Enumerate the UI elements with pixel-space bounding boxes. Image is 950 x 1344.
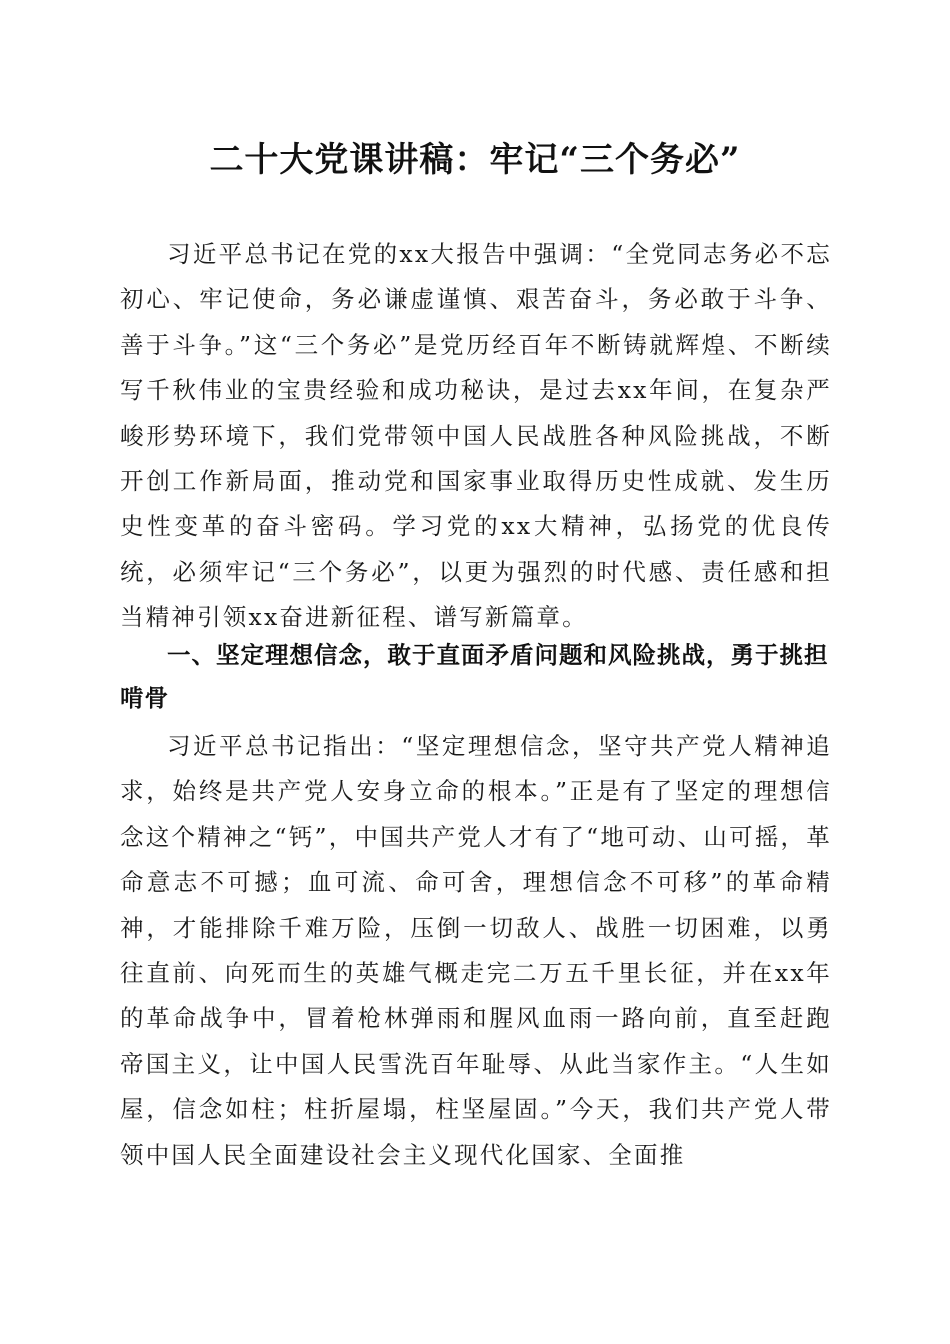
- document-title: 二十大党课讲稿：牢记“三个务必”: [209, 140, 741, 180]
- body-paragraph-2: 习近平总书记指出：“坚定理想信念，坚守共产党人精神追求，始终是共产党人安身立命的根本。”正是有了坚定的理想信念这个精神之“钙”，中国共产党人才有了“地可动、山可摇，革命意志不可撼；血可流、命可舍，理想信念不可移”的革命精神，才能排除千难万险，压倒一切敌人、战胜一切困难，以勇往直前、向死而生的英雄气概走完二万五千里长征，并在xx年的革命战争中，冒着枪林弹雨和腥风血雨一路向前，直至赶跑帝国主义，让中国人民雪洗百年耻辱、从此当家作主。“人生如屋，信念如柱；柱折屋塌，柱坚屋固。”今天，我们共产党人带领中国人民全面建设社会主义现代化国家、全面推: [120, 732, 832, 1169]
- section-heading-1: 一、坚定理想信念，敢于直面矛盾问题和风险挑战，勇于挑担啃骨: [120, 641, 829, 712]
- body-paragraph-1: 习近平总书记在党的xx大报告中强调：“全党同志务必不忘初心、牢记使命，务必谦虚谨慎、艰苦奋斗，务必敢于斗争、善于斗争。”这“三个务必”是党历经百年不断铸就辉煌、不断续写千秋伟业的宝贵经验和成功秘诀，是过去xx年间，在复杂严峻形势环境下，我们党带领中国人民战胜各种风险挑战，不断开创工作新局面，推动党和国家事业取得历史性成就、发生历史性变革的奋斗密码。学习党的xx大精神，弘扬党的优良传统，必须牢记“三个务必”，以更为强烈的时代感、责任感和担当精神引领xx奋进新征程、谱写新篇章。: [120, 240, 832, 632]
